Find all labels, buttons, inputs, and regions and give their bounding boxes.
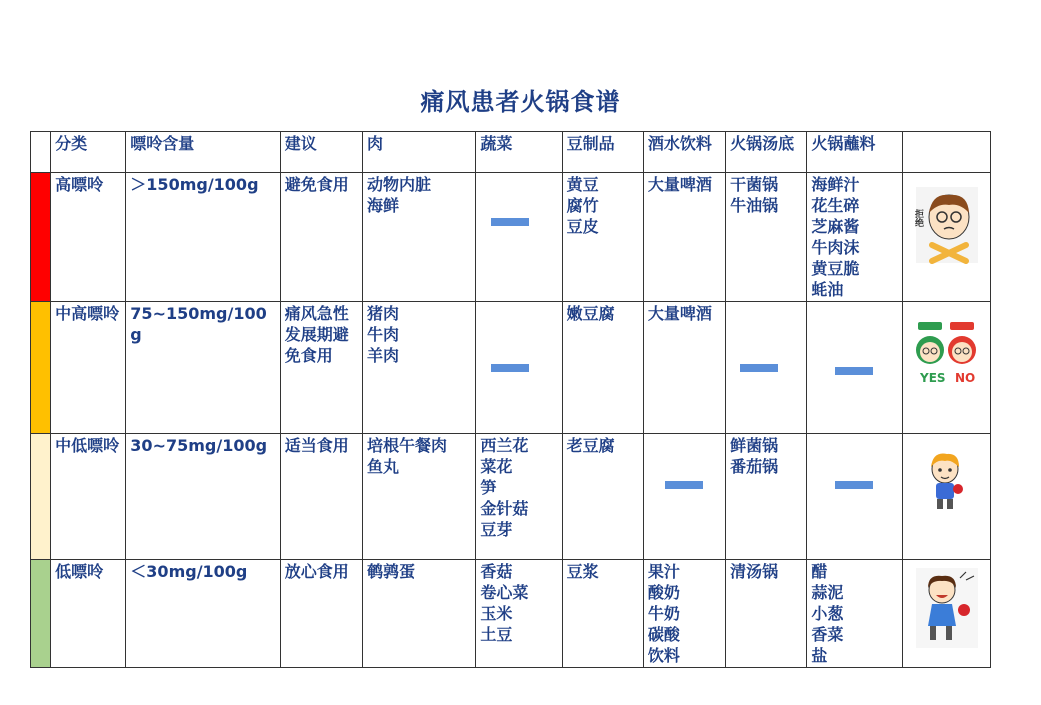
header-meat: 肉 <box>363 132 476 173</box>
drinks-cell: 大量啤酒 <box>643 173 725 302</box>
header-category: 分类 <box>51 132 126 173</box>
dip-cell <box>807 302 902 434</box>
table-row <box>31 560 991 668</box>
image-cell <box>902 434 990 560</box>
dip-cell: 醋 蒜泥 小葱 香菜 盐 <box>807 560 902 668</box>
page-title: 痛风患者火锅食谱 <box>420 88 621 116</box>
meat-cell: 猪肉 牛肉 羊肉 <box>363 302 476 434</box>
tofu-cell: 老豆腐 <box>562 434 643 560</box>
header-purine: 嘌呤含量 <box>126 132 280 173</box>
drinks-cell <box>643 434 725 560</box>
tofu-cell: 嫩豆腐 <box>562 302 643 434</box>
header-advice: 建议 <box>280 132 362 173</box>
none-dash <box>665 481 703 489</box>
table-row <box>31 434 991 560</box>
header-tofu: 豆制品 <box>562 132 643 173</box>
none-dash <box>491 364 529 372</box>
boy-cartoon-icon <box>925 451 965 513</box>
image-cell <box>902 302 990 434</box>
purine-cell: 75~150mg/100g <box>126 302 280 434</box>
drinks-cell: 大量啤酒 <box>643 302 725 434</box>
category-cell: 高嘌呤 <box>51 173 126 302</box>
header-dip: 火锅蘸料 <box>807 132 902 173</box>
advice-cell: 痛风急性发展期避免食用 <box>280 302 362 434</box>
color-bar-mid-low <box>31 434 51 560</box>
image-cell <box>902 173 990 302</box>
table-row <box>31 173 991 302</box>
refuse-text: 拒绝 <box>912 209 923 227</box>
table-row <box>31 302 991 434</box>
color-bar-low <box>31 560 51 668</box>
color-bar-high <box>31 173 51 302</box>
drinks-cell: 果汁 酸奶 牛奶 碳酸 饮料 <box>643 560 725 668</box>
none-dash <box>491 218 529 226</box>
header-row <box>31 132 991 173</box>
purine-cell: ＞150mg/100g <box>126 173 280 302</box>
advice-cell: 避免食用 <box>280 173 362 302</box>
color-bar-mid-high <box>31 302 51 434</box>
header-soup: 火锅汤底 <box>726 132 807 173</box>
none-dash <box>835 481 873 489</box>
category-cell: 低嘌呤 <box>51 560 126 668</box>
category-cell: 中高嘌呤 <box>51 302 126 434</box>
dip-cell: 海鲜汁 花生碎 芝麻酱 牛肉沫 黄豆脆 蚝油 <box>807 173 902 302</box>
image-cell <box>902 560 990 668</box>
refuse-cartoon-icon <box>912 187 978 263</box>
no-label: NO <box>954 371 975 385</box>
veg-cell <box>476 302 562 434</box>
none-dash <box>740 364 778 372</box>
happy-girl-cartoon-icon <box>916 568 978 648</box>
veg-cell: 西兰花 菜花 笋 金针菇 豆芽 <box>476 434 562 560</box>
header-image-cell <box>902 132 990 173</box>
meat-cell: 培根午餐肉 鱼丸 <box>363 434 476 560</box>
header-color-cell <box>31 132 51 173</box>
category-cell: 中低嘌呤 <box>51 434 126 560</box>
header-drinks: 酒水饮料 <box>643 132 725 173</box>
none-dash <box>835 367 873 375</box>
yes-no-cartoon-icon <box>915 320 979 388</box>
purine-cell: ＜30mg/100g <box>126 560 280 668</box>
soup-cell: 干菌锅 牛油锅 <box>726 173 807 302</box>
meat-cell: 鹌鹑蛋 <box>363 560 476 668</box>
tofu-cell: 豆浆 <box>562 560 643 668</box>
header-veg: 蔬菜 <box>476 132 562 173</box>
meat-cell: 动物内脏 海鲜 <box>363 173 476 302</box>
purine-cell: 30~75mg/100g <box>126 434 280 560</box>
advice-cell: 适当食用 <box>280 434 362 560</box>
soup-cell <box>726 302 807 434</box>
yes-label: YES <box>919 371 946 385</box>
soup-cell: 鲜菌锅 番茄锅 <box>726 434 807 560</box>
veg-cell <box>476 173 562 302</box>
soup-cell: 清汤锅 <box>726 560 807 668</box>
advice-cell: 放心食用 <box>280 560 362 668</box>
dip-cell <box>807 434 902 560</box>
recipe-table <box>30 131 991 668</box>
tofu-cell: 黄豆 腐竹 豆皮 <box>562 173 643 302</box>
veg-cell: 香菇 卷心菜 玉米 土豆 <box>476 560 562 668</box>
